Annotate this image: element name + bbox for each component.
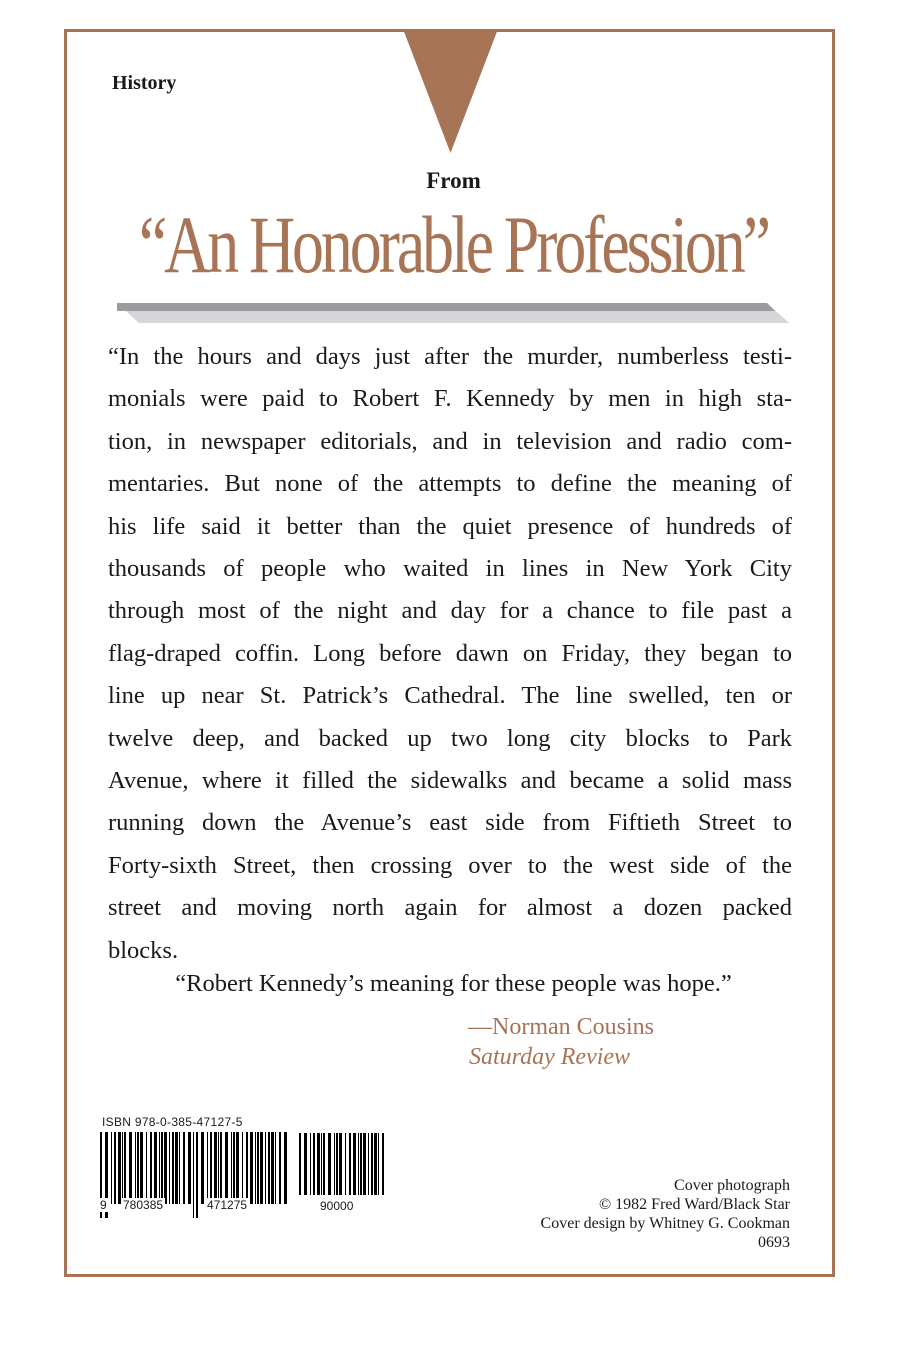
- quote-line: street and moving north again for almost a dozen packed: [108, 894, 792, 922]
- barcode-bar: [317, 1133, 320, 1195]
- barcode-bar: [236, 1132, 239, 1204]
- barcode-bar: [183, 1132, 185, 1204]
- barcode-bar: [193, 1132, 194, 1218]
- barcode-bar: [146, 1132, 147, 1204]
- barcode-bar: [124, 1132, 126, 1204]
- barcode-bar: [210, 1132, 212, 1204]
- barcode-bar: [299, 1133, 301, 1195]
- main-quote: [108, 336, 792, 972]
- price-code: 90000: [320, 1199, 354, 1213]
- barcode-bar: [246, 1132, 248, 1204]
- triangle-ornament: [403, 29, 498, 153]
- barcode-bar: [360, 1133, 362, 1195]
- barcode-bar: [250, 1132, 253, 1204]
- barcode-bar: [336, 1133, 338, 1195]
- barcode-bar: [304, 1133, 307, 1195]
- quote-line: “In the hours and days just after the murder, numberless testi-: [108, 343, 792, 370]
- barcode-bar: [188, 1132, 191, 1204]
- quote-line: Forty-sixth Street, then crossing over to the west side of the: [108, 851, 792, 879]
- barcode-bar: [175, 1132, 178, 1204]
- attribution-publication: Saturday Review: [469, 1044, 631, 1070]
- barcode-bar: [169, 1132, 170, 1204]
- quote-line: his life said it better than the quiet presence of hundreds of: [108, 512, 792, 540]
- barcode-bar: [233, 1132, 235, 1204]
- barcode-bar: [172, 1132, 174, 1204]
- quote-line: twelve deep, and backed up two long city blocks to Park: [108, 724, 792, 752]
- quote-line: monials were paid to Robert F. Kennedy by men in high sta-: [108, 385, 792, 413]
- barcode-bar: [368, 1133, 369, 1195]
- barcode-bar: [321, 1133, 322, 1195]
- quote-line: blocks.: [108, 936, 179, 964]
- barcode-bar: [268, 1132, 270, 1204]
- barcode-bar: [161, 1132, 163, 1204]
- barcode-bar: [225, 1132, 228, 1204]
- barcode-bar: [374, 1133, 377, 1195]
- barcode-bar: [179, 1132, 180, 1204]
- quote-line: through most of the night and day for a chance to file past a: [108, 597, 792, 625]
- barcode-bar: [345, 1133, 346, 1195]
- photo-credit: © 1982 Fred Ward/Black Star: [599, 1196, 790, 1213]
- design-credit: Cover design by Whitney G. Cookman: [540, 1215, 790, 1232]
- barcode-bar: [257, 1132, 259, 1204]
- from-label: From: [426, 168, 481, 193]
- closing-quote: “Robert Kennedy’s meaning for these people was hope.”: [175, 970, 732, 997]
- barcode-bar: [220, 1132, 222, 1204]
- barcode-bar: [111, 1132, 112, 1204]
- barcode-bar: [275, 1132, 276, 1204]
- barcode-bar: [164, 1132, 167, 1204]
- barcode-bar: [358, 1133, 359, 1195]
- barcode-bar: [310, 1133, 311, 1195]
- cover-credits: [541, 1176, 790, 1252]
- barcode-bar: [313, 1133, 315, 1195]
- barcode-bar: [140, 1132, 143, 1204]
- barcode-bar: [114, 1132, 116, 1204]
- quote-line: Avenue, where it filled the sidewalks and became a solid mass: [108, 767, 792, 795]
- barcode-bar: [122, 1132, 123, 1204]
- barcode-bar: [159, 1132, 160, 1204]
- barcode-bar: [339, 1133, 342, 1195]
- barcode-right-digits: 471275: [207, 1198, 248, 1212]
- barcode-bar: [129, 1132, 132, 1204]
- isbn-text: ISBN 978-0-385-47127-5: [102, 1115, 243, 1129]
- quote-line: line up near St. Patrick’s Cathedral. The line swelled, ten or: [108, 682, 792, 710]
- barcode-bar: [242, 1132, 243, 1204]
- photo-label: Cover photograph: [674, 1177, 790, 1194]
- price-barcode: [299, 1133, 387, 1195]
- barcode-bar: [328, 1133, 331, 1195]
- barcode-bar: [231, 1132, 232, 1204]
- barcode-bar: [382, 1133, 384, 1195]
- barcode-left-digits: 780385: [123, 1198, 164, 1212]
- barcode-bar: [363, 1133, 366, 1195]
- barcode-bar: [371, 1133, 373, 1195]
- barcode-bar: [271, 1132, 274, 1204]
- quote-line: running down the Avenue’s east side from Fiftieth Street to: [108, 809, 792, 837]
- barcode-bar: [201, 1132, 204, 1204]
- barcode-bar: [218, 1132, 219, 1204]
- barcode-bar: [255, 1132, 256, 1204]
- quote-line: thousands of people who waited in lines in New York City: [108, 555, 792, 583]
- barcode-bar: [353, 1133, 356, 1195]
- barcode-bar: [135, 1132, 136, 1204]
- barcode-bar: [349, 1133, 351, 1195]
- barcode-bar: [196, 1132, 198, 1218]
- quote-line: mentaries. But none of the attempts to define the meaning of: [108, 470, 792, 498]
- product-code: 0693: [758, 1234, 790, 1251]
- barcode-bar: [323, 1133, 325, 1195]
- barcode-bar: [284, 1132, 287, 1204]
- quote-line: tion, in newspaper editorials, and in television and radio com-: [108, 427, 792, 455]
- barcode-bar: [154, 1132, 157, 1204]
- barcode-bar: [279, 1132, 281, 1204]
- barcode-bar: [265, 1132, 266, 1204]
- barcode-bar: [118, 1132, 121, 1204]
- title-underline-rule: [117, 303, 789, 323]
- category-label: History: [112, 72, 177, 94]
- barcode-bar: [150, 1132, 152, 1204]
- quote-line: flag-draped coffin. Long before dawn on Friday, they began to: [108, 639, 792, 667]
- barcode-bar: [137, 1132, 139, 1204]
- barcode-bar: [214, 1132, 217, 1204]
- barcode-lead-digit: 9: [100, 1198, 107, 1212]
- barcode-bar: [260, 1132, 263, 1204]
- barcode-bar: [378, 1133, 379, 1195]
- barcode-bar: [207, 1132, 208, 1204]
- book-title: “An Honorable Profession”: [138, 199, 768, 290]
- barcode-bar: [334, 1133, 335, 1195]
- attribution-author: —Norman Cousins: [468, 1014, 654, 1040]
